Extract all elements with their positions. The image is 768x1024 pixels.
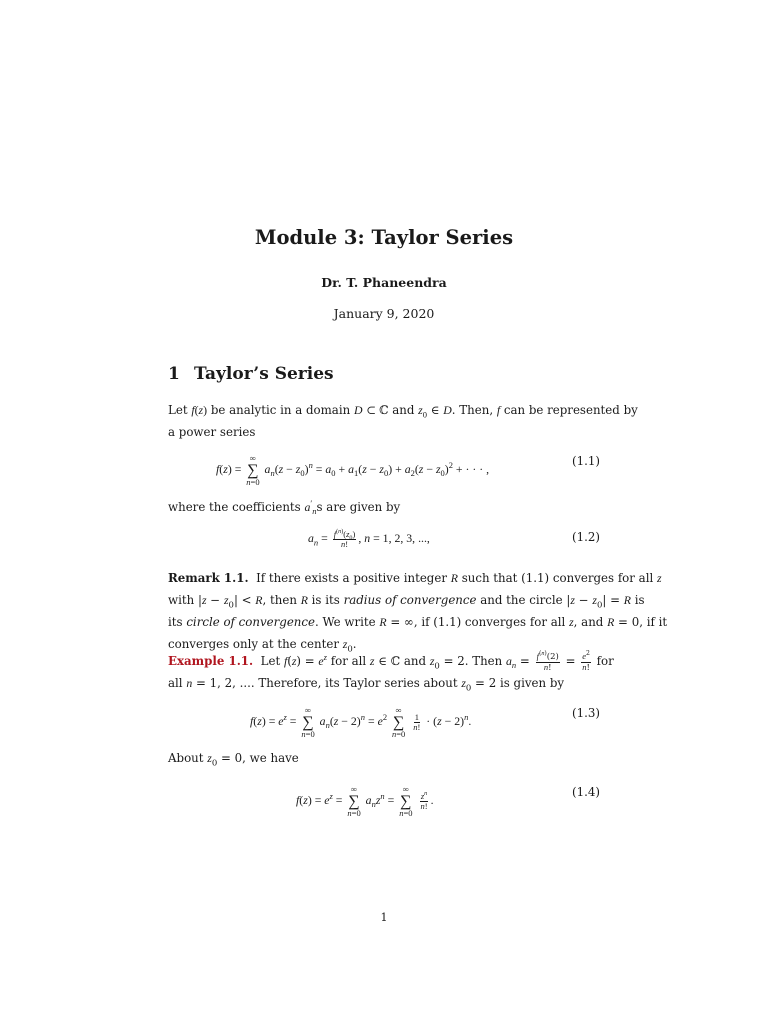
page-number: 1 (380, 911, 388, 924)
intro-line-1: Let f(z) be analytic in a domain D ⊂ ℂ and $z_0$ ∈ D. Then, f can be represented by (168, 403, 638, 420)
coefficient-text: where the coefficients $a'_ns$ are given by (168, 498, 401, 517)
example-label: Example 1.1. (168, 654, 254, 668)
document-date: January 9, 2020 (333, 306, 435, 321)
example-paragraph: Example 1.1. Let $f(z) = e^z$ for all z ∈ ℂ and $z_0 = 2$. Then $a_n$ = $\frac{f^{(n)}(2)}{n!}$ = $\frac{e^2}{n!}$ for all n = 1, 2, .... Therefore, its Taylor series about $z_0 = 2$ is given by (168, 649, 614, 694)
equation-1-3 (168, 705, 600, 739)
section-title: Taylor’s Series (194, 364, 334, 384)
remark-paragraph: Remark 1.1. If there exists a positive integer R such that (1.1) converges for all z with $|z - z_0| < R$, then R is its radius of convergence and the circle $|z - z_0| = R$ is its circle of convergence. We write R = ∞, if (1.1) converges for all z, and R = 0, if it converges only at the center $z_0$. (168, 571, 668, 655)
about-paragraph: About $z_0 = 0$, we have (168, 751, 299, 769)
equation-1-4-body: $f(z) = e^z$ = ∞ ∑ n=0 $a_nz^n$ = ∞ ∑ n=0 $\frac{z^n}{n!}$ . (296, 784, 434, 818)
intro-paragraph (168, 399, 638, 443)
section-number: 1 (168, 364, 180, 384)
intro-line-2: a power series (168, 425, 256, 439)
section-heading (168, 364, 334, 384)
equation-1-1-number: (1.1) (572, 454, 600, 468)
equation-1-1 (168, 453, 600, 487)
equation-1-2-body: $a_n$ = $\frac{f^{(n)}(z_0)}{n!}$ , n = 1, 2, 3, ..., (308, 529, 430, 549)
document-author: Dr. T. Phaneendra (321, 275, 447, 290)
equation-1-2 (168, 530, 600, 558)
equation-1-2-number: (1.2) (572, 530, 600, 544)
equation-1-4-number: (1.4) (572, 785, 600, 799)
document-title: Module 3: Taylor Series (254, 226, 514, 249)
equation-1-3-body: $f(z) = e^z$ = ∞ ∑ n=0 $a_n(z - 2)^n = e^2$ ∞ ∑ n=0 $\frac{1}{n!}$ · $(z - 2)^n$. (250, 705, 472, 739)
equation-1-3-number: (1.3) (572, 706, 600, 720)
equation-1-1-body: f(z) = ∞ ∑ n=0 $a_n(z - z_0)^n = a_0 + a_1(z - z_0) + a_2(z - z_0)^2$ + · · · , (216, 453, 490, 487)
remark-label: Remark 1.1. (168, 571, 249, 585)
equation-1-4 (168, 784, 600, 818)
